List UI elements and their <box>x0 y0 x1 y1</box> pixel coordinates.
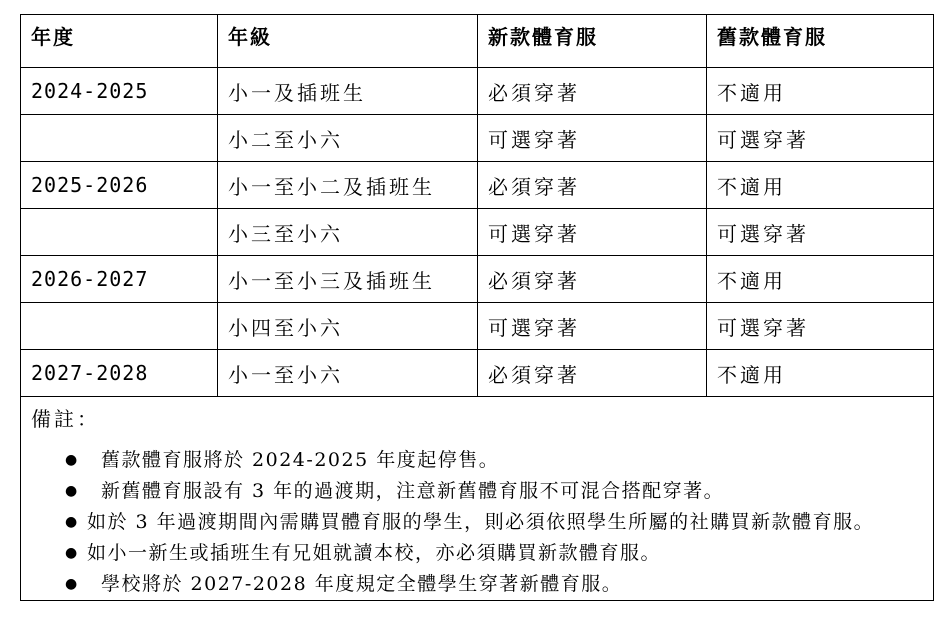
remark-text: 學校將於 2027-2028 年度規定全體學生穿著新體育服。 <box>101 573 623 595</box>
cell-old-uniform: 不適用 <box>707 68 934 115</box>
table-row <box>21 303 934 350</box>
bullet-icon: ● <box>65 576 79 592</box>
table-row <box>21 256 934 303</box>
list-item <box>21 538 933 569</box>
header-year: 年度 <box>21 15 218 68</box>
uniform-schedule-table <box>20 14 934 601</box>
cell-grade: 小一至小三及插班生 <box>218 256 478 303</box>
cell-year <box>21 209 218 256</box>
cell-new-uniform: 必須穿著 <box>478 350 707 397</box>
bullet-icon: ● <box>65 514 79 530</box>
remarks-list <box>21 445 933 600</box>
cell-year: 2026-2027 <box>21 256 218 303</box>
list-item <box>21 445 933 476</box>
remark-text: 如於 3 年過渡期間內需購買體育服的學生，則必須依照學生所屬的社購買新款體育服。 <box>87 511 875 533</box>
table-row <box>21 115 934 162</box>
list-item <box>21 476 933 507</box>
table-header-row <box>21 15 934 68</box>
cell-old-uniform: 可選穿著 <box>707 209 934 256</box>
cell-grade: 小一至小六 <box>218 350 478 397</box>
cell-old-uniform: 可選穿著 <box>707 115 934 162</box>
header-old-uniform: 舊款體育服 <box>707 15 934 68</box>
cell-grade: 小二至小六 <box>218 115 478 162</box>
bullet-icon: ● <box>65 452 79 468</box>
header-new-uniform: 新款體育服 <box>478 15 707 68</box>
cell-old-uniform: 不適用 <box>707 350 934 397</box>
cell-year: 2025-2026 <box>21 162 218 209</box>
table-row <box>21 162 934 209</box>
header-grade: 年級 <box>218 15 478 68</box>
cell-year: 2027-2028 <box>21 350 218 397</box>
cell-old-uniform: 可選穿著 <box>707 303 934 350</box>
cell-grade: 小一至小二及插班生 <box>218 162 478 209</box>
bullet-icon: ● <box>65 545 79 561</box>
remarks-cell <box>21 397 934 601</box>
cell-grade: 小四至小六 <box>218 303 478 350</box>
table-row <box>21 68 934 115</box>
cell-year: 2024-2025 <box>21 68 218 115</box>
cell-grade: 小一及插班生 <box>218 68 478 115</box>
cell-old-uniform: 不適用 <box>707 256 934 303</box>
list-item <box>21 569 933 600</box>
remarks-row <box>21 397 934 601</box>
remark-text: 如小一新生或插班生有兄姐就讀本校，亦必須購買新款體育服。 <box>87 542 662 564</box>
cell-old-uniform: 不適用 <box>707 162 934 209</box>
cell-new-uniform: 可選穿著 <box>478 115 707 162</box>
remarks-title: 備註： <box>31 407 100 431</box>
table-row <box>21 350 934 397</box>
list-item <box>21 507 933 538</box>
remark-text: 舊款體育服將於 2024-2025 年度起停售。 <box>101 449 500 471</box>
cell-new-uniform: 必須穿著 <box>478 162 707 209</box>
cell-new-uniform: 可選穿著 <box>478 209 707 256</box>
cell-year <box>21 115 218 162</box>
cell-new-uniform: 必須穿著 <box>478 256 707 303</box>
table-row <box>21 209 934 256</box>
uniform-transition-document <box>20 14 933 601</box>
cell-year <box>21 303 218 350</box>
cell-grade: 小三至小六 <box>218 209 478 256</box>
cell-new-uniform: 必須穿著 <box>478 68 707 115</box>
remark-text: 新舊體育服設有 3 年的過渡期，注意新舊體育服不可混合搭配穿著。 <box>101 480 725 502</box>
bullet-icon: ● <box>65 483 79 499</box>
cell-new-uniform: 可選穿著 <box>478 303 707 350</box>
